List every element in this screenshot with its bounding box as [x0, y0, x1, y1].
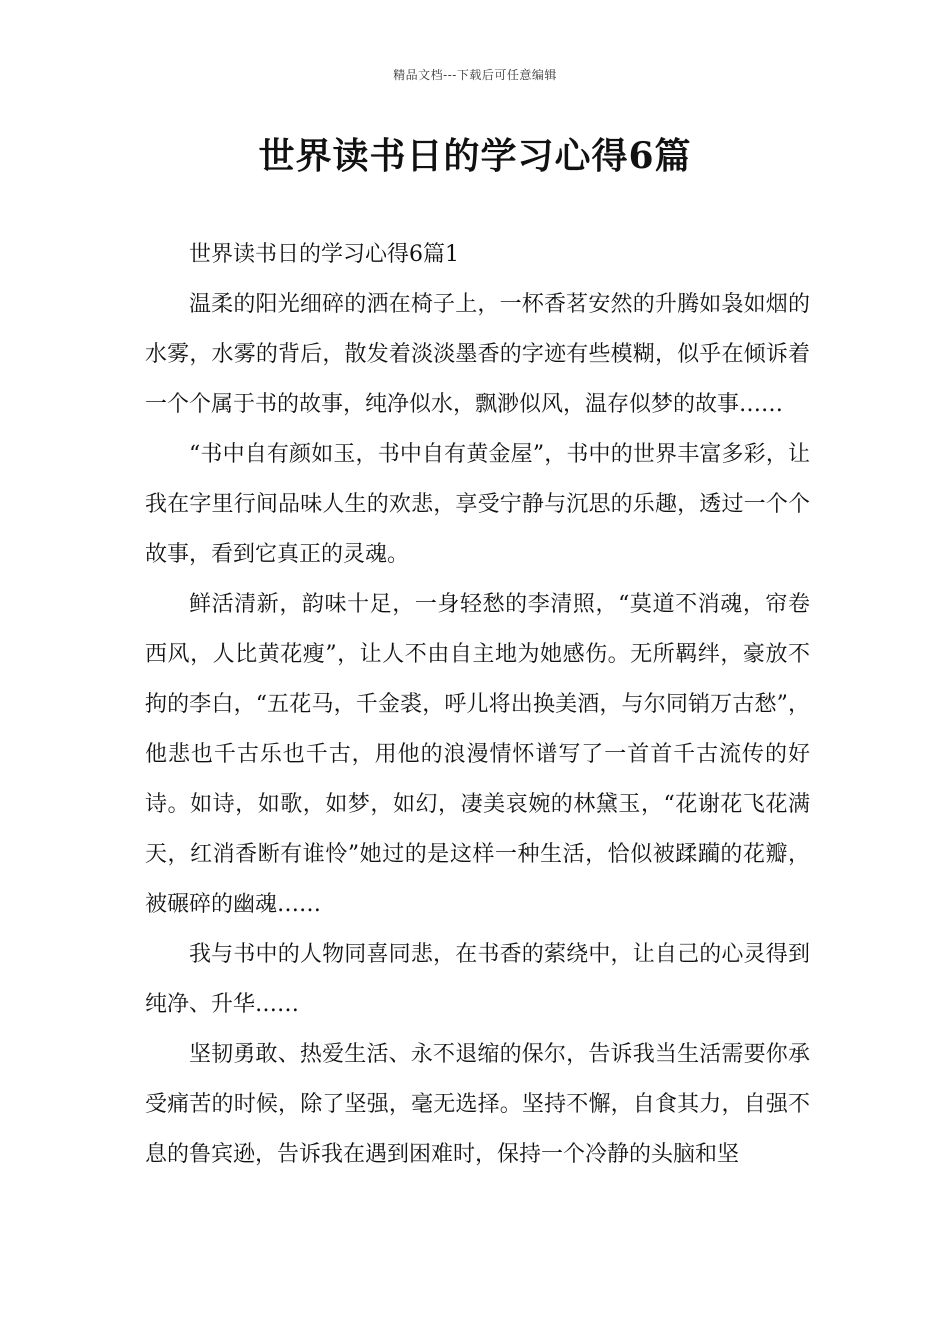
- header-note: 精品文档---下载后可任意编辑: [393, 68, 557, 82]
- paragraph-5: 坚韧勇敢、热爱生活、永不退缩的保尔，告诉我当生活需要你承受痛苦的时候，除了坚强，毫无选择。坚持不懈，自食其力，自强不息的鲁宾逊，告诉我在遇到困难时，保持一个冷静的头脑和坚: [145, 1042, 810, 1167]
- document-title: 世界读书日的学习心得6篇: [258, 135, 692, 177]
- paragraph-3: 鲜活清新，韵味十足，一身轻愁的李清照，“莫道不消魂，帘卷西风，人比黄花瘦”，让人不由自主地为她感伤。无所羁绊，豪放不拘的李白，“五花马，千金裘，呼儿将出换美酒，与尔同销万古愁”，他悲也千古乐也千古，用他的浪漫情怀谱写了一首首千古流传的好诗。如诗，如歌，如梦，如幻，凄美哀婉的林黛玉，“花谢花飞花满天，红消香断有谁怜”她过的是这样一种生活，恰似被蹂躏的花瓣，被碾碎的幽魂……: [145, 592, 810, 917]
- section-subheading: 世界读书日的学习心得6篇1: [189, 242, 459, 267]
- paragraph-2: “书中自有颜如玉，书中自有黄金屋”，书中的世界丰富多彩，让我在字里行间品味人生的欢悲，享受宁静与沉思的乐趣，透过一个个故事，看到它真正的灵魂。: [145, 442, 810, 567]
- paragraph-4: 我与书中的人物同喜同悲，在书香的萦绕中，让自己的心灵得到纯净、升华……: [145, 942, 810, 1017]
- document-body: [145, 230, 810, 1180]
- paragraph-1: 温柔的阳光细碎的洒在椅子上，一杯香茗安然的升腾如袅如烟的水雾，水雾的背后，散发着淡淡墨香的字迹有些模糊，似乎在倾诉着一个个属于书的故事，纯净似水，飘渺似风，温存似梦的故事……: [145, 292, 810, 417]
